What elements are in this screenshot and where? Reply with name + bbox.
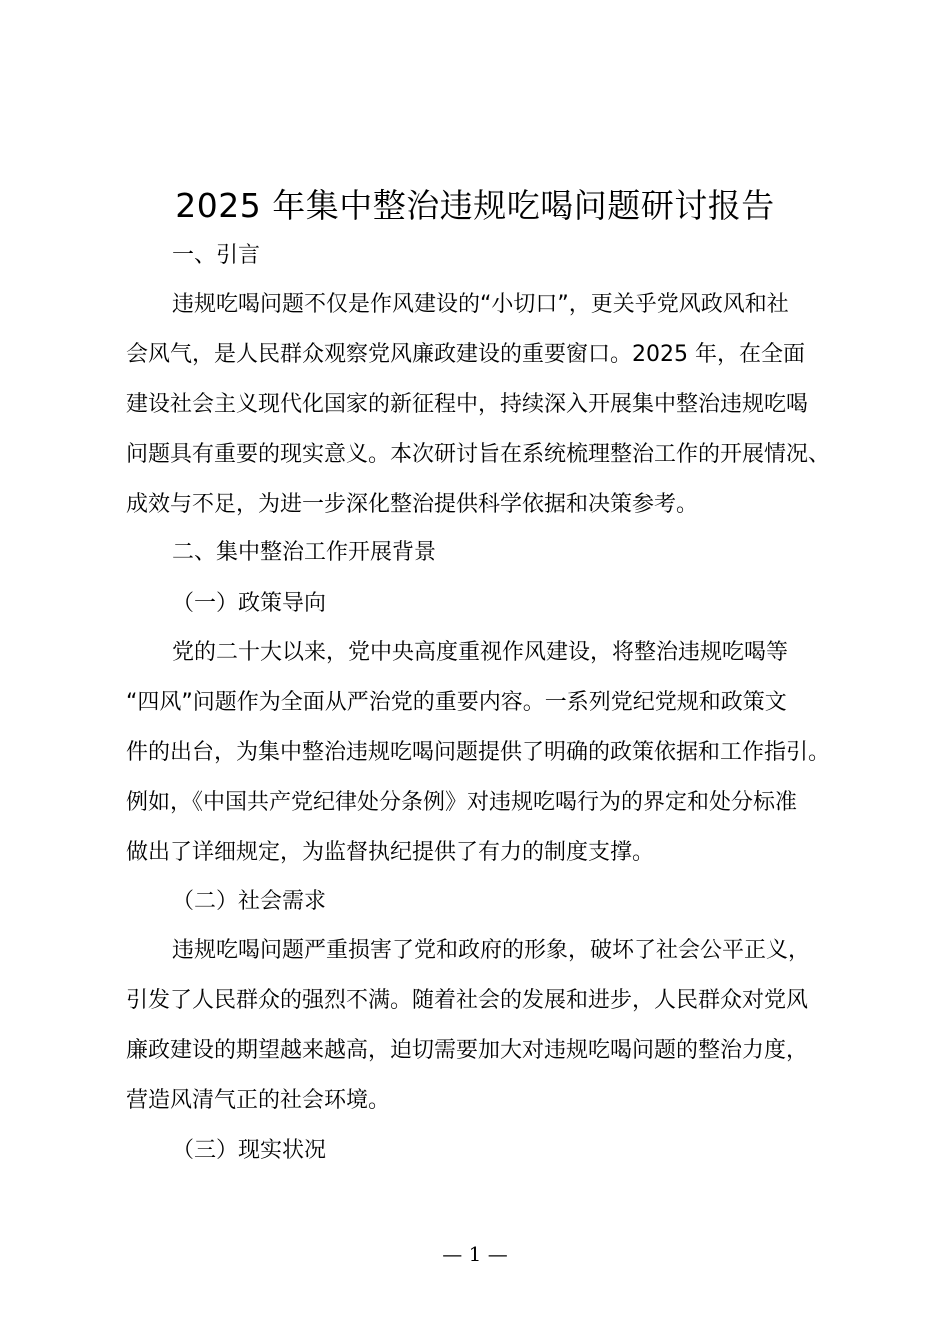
- paragraph-line: “四风”问题作为全面从严治党的重要内容。一系列党纪党规和政策文: [126, 690, 787, 715]
- paragraph-line: 党的二十大以来，党中央高度重视作风建设，将整治违规吃喝等: [172, 640, 789, 665]
- paragraph-line: 违规吃喝问题不仅是作风建设的“小切口”，更关乎党风政风和社: [172, 292, 789, 317]
- subsection-heading-policy: （一）政策导向: [172, 591, 327, 616]
- paragraph-line: 营造风清气正的社会环境。: [126, 1088, 391, 1113]
- subsection-heading-current-status: （三）现实状况: [172, 1138, 327, 1163]
- paragraph-line: 引发了人民群众的强烈不满。随着社会的发展和进步，人民群众对党风: [126, 988, 809, 1013]
- paragraph-line: 违规吃喝问题严重损害了党和政府的形象，破坏了社会公平正义，: [172, 938, 811, 963]
- paragraph-line: 会风气，是人民群众观察党风廉政建设的重要窗口。2025 年，在全面: [126, 342, 805, 367]
- paragraph-line: 件的出台，为集中整治违规吃喝问题提供了明确的政策依据和工作指引。: [126, 740, 831, 765]
- paragraph-line: 做出了详细规定，为监督执纪提供了有力的制度支撑。: [126, 840, 655, 865]
- section-heading-introduction: 一、引言: [172, 243, 261, 268]
- paragraph-line: 例如，《中国共产党纪律处分条例》对违规吃喝行为的界定和处分标准: [126, 790, 798, 815]
- paragraph-line: 问题具有重要的现实意义。本次研讨旨在系统梳理整治工作的开展情况、: [126, 442, 831, 467]
- section-heading-background: 二、集中整治工作开展背景: [172, 540, 437, 565]
- subsection-heading-social-demand: （二）社会需求: [172, 889, 327, 914]
- page-number: — 1 —: [442, 1242, 508, 1266]
- document-title: 2025 年集中整治违规吃喝问题研讨报告: [175, 186, 775, 225]
- paragraph-line: 成效与不足，为进一步深化整治提供科学依据和决策参考。: [126, 492, 699, 517]
- paragraph-line: 建设社会主义现代化国家的新征程中，持续深入开展集中整治违规吃喝: [126, 392, 809, 417]
- paragraph-line: 廉政建设的期望越来越高，迫切需要加大对违规吃喝问题的整治力度，: [126, 1038, 809, 1063]
